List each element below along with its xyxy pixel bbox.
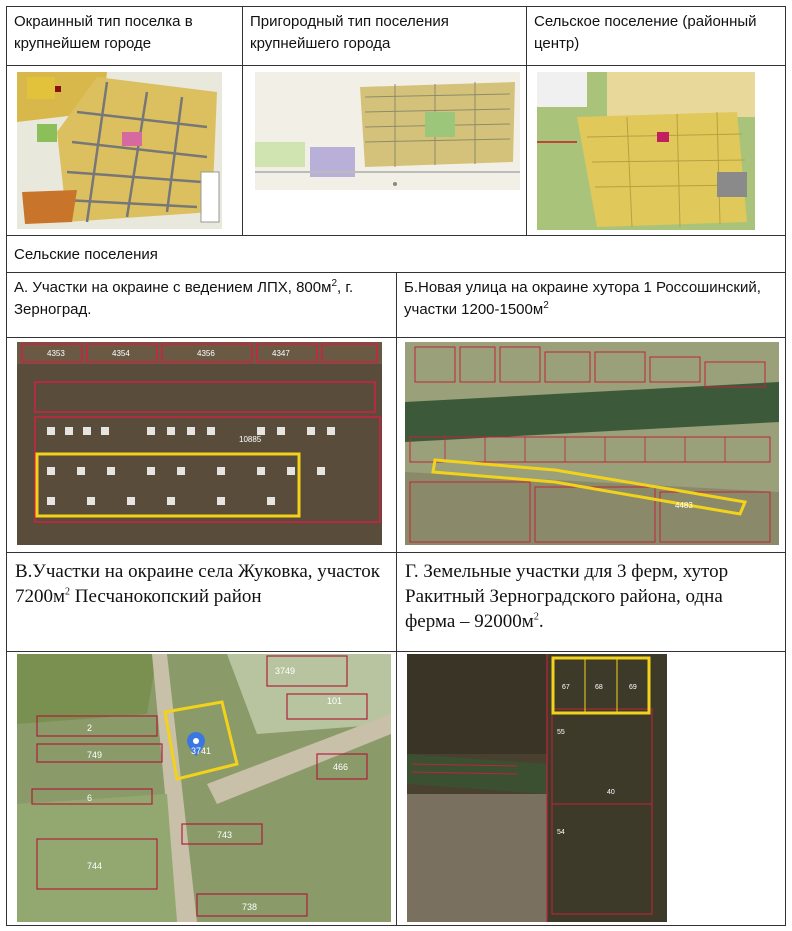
lot-label-v9: 738 xyxy=(242,902,258,912)
rural-center-plan-image xyxy=(537,72,755,230)
lot-label-a4: 4347 xyxy=(272,349,290,358)
caption-g-sup: 2 xyxy=(533,611,539,623)
outskirts-plan-cell xyxy=(6,65,243,236)
lot-label-v5: 6 xyxy=(87,793,93,803)
caption-a-cell xyxy=(6,272,397,338)
caption-b-sup: 2 xyxy=(543,300,549,311)
caption-g-cell xyxy=(396,552,786,652)
lot-label-g6: 54 xyxy=(557,829,565,836)
map-a-cell xyxy=(6,337,397,553)
caption-a-sup: 2 xyxy=(331,278,337,289)
section-title: Сельские поселения xyxy=(14,246,158,263)
map-g-cell xyxy=(396,651,786,926)
rural-plan-cell xyxy=(526,65,786,236)
cadastral-map-zernograd xyxy=(17,342,382,545)
lot-label-v7: 743 xyxy=(217,830,233,840)
caption-v-cell xyxy=(6,552,397,652)
header-rural-center xyxy=(526,6,786,66)
suburban-plan-cell xyxy=(242,65,527,236)
lot-label-g2: 68 xyxy=(595,684,603,691)
caption-g: Г. Земельные участки для 3 ферм, хутор Ракитный Зерноградского района, одна ферма – 92000м xyxy=(405,561,729,632)
caption-v: В.Участки на окраине села Жуковка, участок 7200м xyxy=(15,561,380,607)
cadastral-map-rossoshinsky xyxy=(405,342,779,545)
header-suburban-text: Пригородный тип поселения крупнейшего города xyxy=(250,13,449,52)
caption-a-tail: , г. Зерноград. xyxy=(14,279,354,318)
lot-label-a1: 4353 xyxy=(47,349,65,358)
header-suburban-type xyxy=(242,6,527,66)
caption-b-cell xyxy=(396,272,786,338)
lot-label-g3: 69 xyxy=(629,684,637,691)
lot-label-v1: 3749 xyxy=(275,666,296,676)
map-b-cell xyxy=(396,337,786,553)
header-outskirts-type xyxy=(6,6,243,66)
lot-label-g4: 55 xyxy=(557,729,565,736)
lot-label-v3: 2 xyxy=(87,723,93,733)
lot-label-v8: 744 xyxy=(87,861,103,871)
header-outskirts-text: Окраинный тип поселка в крупнейшем городе xyxy=(14,13,193,52)
lot-label-v-main: 3741 xyxy=(191,746,212,756)
caption-v-tail: Песчанокопский район xyxy=(70,586,262,607)
caption-b: Б.Новая улица на окраине хутора 1 Россошинский, участки 1200-1500м xyxy=(404,279,761,318)
satellite-map-rakitny xyxy=(407,654,667,922)
caption-v-sup: 2 xyxy=(65,586,71,598)
map-v-cell xyxy=(6,651,397,926)
lot-label-b: 4483 xyxy=(675,501,693,510)
lot-label-g5: 40 xyxy=(607,789,615,796)
satellite-map-zhukovka xyxy=(17,654,391,922)
lot-label-v4: 749 xyxy=(87,750,103,760)
lot-label-a2: 4354 xyxy=(112,349,130,358)
rural-settlements-heading-cell xyxy=(6,235,786,273)
lot-label-v6: 466 xyxy=(333,762,349,772)
comparison-table xyxy=(6,6,786,926)
outskirts-master-plan-image xyxy=(17,72,222,229)
lot-label-a-mid: 10885 xyxy=(239,435,262,444)
lot-label-a3: 4356 xyxy=(197,349,215,358)
caption-g-tail: . xyxy=(538,611,544,632)
suburban-settlement-plan-image xyxy=(255,72,520,190)
lot-label-g1: 67 xyxy=(562,684,570,691)
caption-a: А. Участки на окраине с ведением ЛПХ, 800м xyxy=(14,279,332,296)
header-rural-text: Сельское поселение (районный центр) xyxy=(534,13,757,52)
lot-label-v2: 101 xyxy=(327,696,343,706)
